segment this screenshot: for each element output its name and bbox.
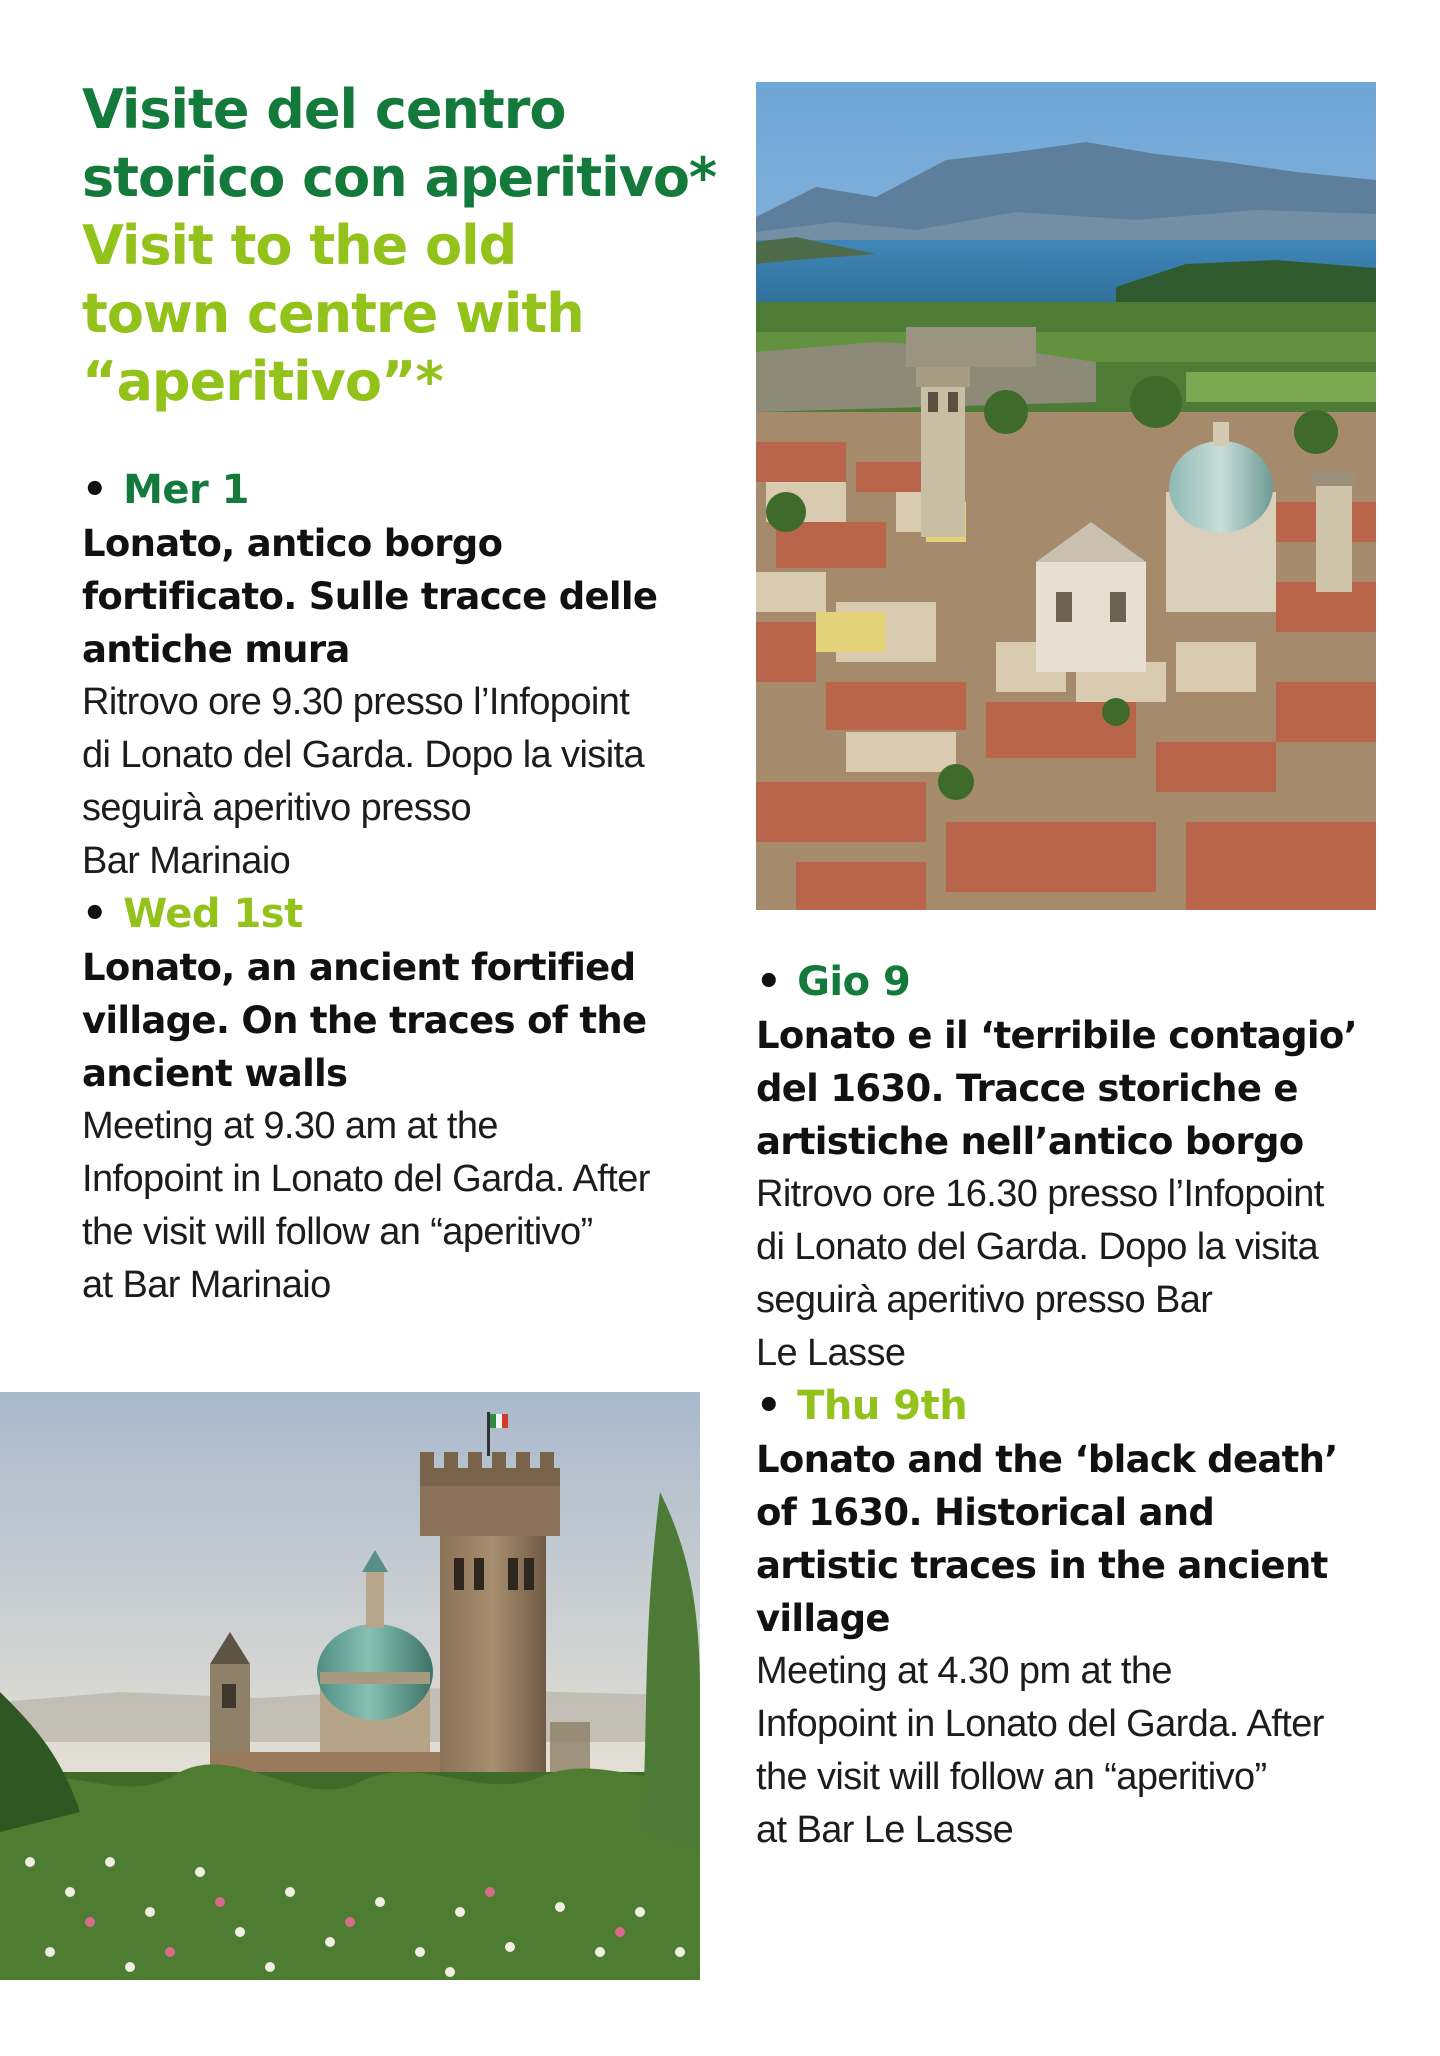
event-1-date-italian: • Mer 1 [82,467,249,513]
heading-english-line-3: “aperitivo”* [82,350,443,413]
tower-dome-photo [0,1392,700,1980]
heading-italian-line-1: Visite del centro [82,78,566,141]
event-1-description-italian: Ritrovo ore 9.30 presso l’Infopoint di Lonato del Garda. Dopo la visita seguirà aperitivo presso Bar Marinaio [82,681,645,882]
event-1-title-italian: Lonato, antico borgo fortificato. Sulle tracce delle antiche mura [82,522,658,671]
event-1 [82,464,722,1312]
event-2 [756,956,1396,1857]
event-1-description-english: Meeting at 9.30 am at the Infopoint in Lonato del Garda. After the visit will follow an “aperitivo” at Bar Marinaio [82,1105,650,1306]
event-2-date-italian: • Gio 9 [756,959,911,1005]
event-1-date-english: • Wed 1st [82,891,303,937]
event-1-title-english: Lonato, an ancient fortified village. On the traces of the ancient walls [82,946,647,1095]
heading-english-line-2: town centre with [82,282,584,345]
bullet-icon: • [82,891,108,937]
page-heading [82,76,722,416]
heading-italian-line-2: storico con aperitivo* [82,146,717,209]
bullet-icon: • [82,467,108,513]
heading-english-line-1: Visit to the old [82,214,517,277]
tower-photo-illustration [0,1392,700,1980]
aerial-photo-illustration [756,82,1376,910]
event-2-description-italian: Ritrovo ore 16.30 presso l’Infopoint di Lonato del Garda. Dopo la visita seguirà aperitivo presso Bar Le Lasse [756,1173,1324,1374]
event-2-title-english: Lonato and the ‘black death’ of 1630. Historical and artistic traces in the ancient village [756,1438,1338,1640]
bullet-icon: • [756,959,782,1005]
bullet-icon: • [756,1383,782,1429]
event-2-title-italian: Lonato e il ‘terribile contagio’ del 1630. Tracce storiche e artistiche nell’antico borgo [756,1014,1357,1163]
event-2-description-english: Meeting at 4.30 pm at the Infopoint in Lonato del Garda. After the visit will follow an “aperitivo” at Bar Le Lasse [756,1650,1324,1851]
aerial-town-photo [756,82,1376,910]
event-2-date-english: • Thu 9th [756,1383,968,1429]
